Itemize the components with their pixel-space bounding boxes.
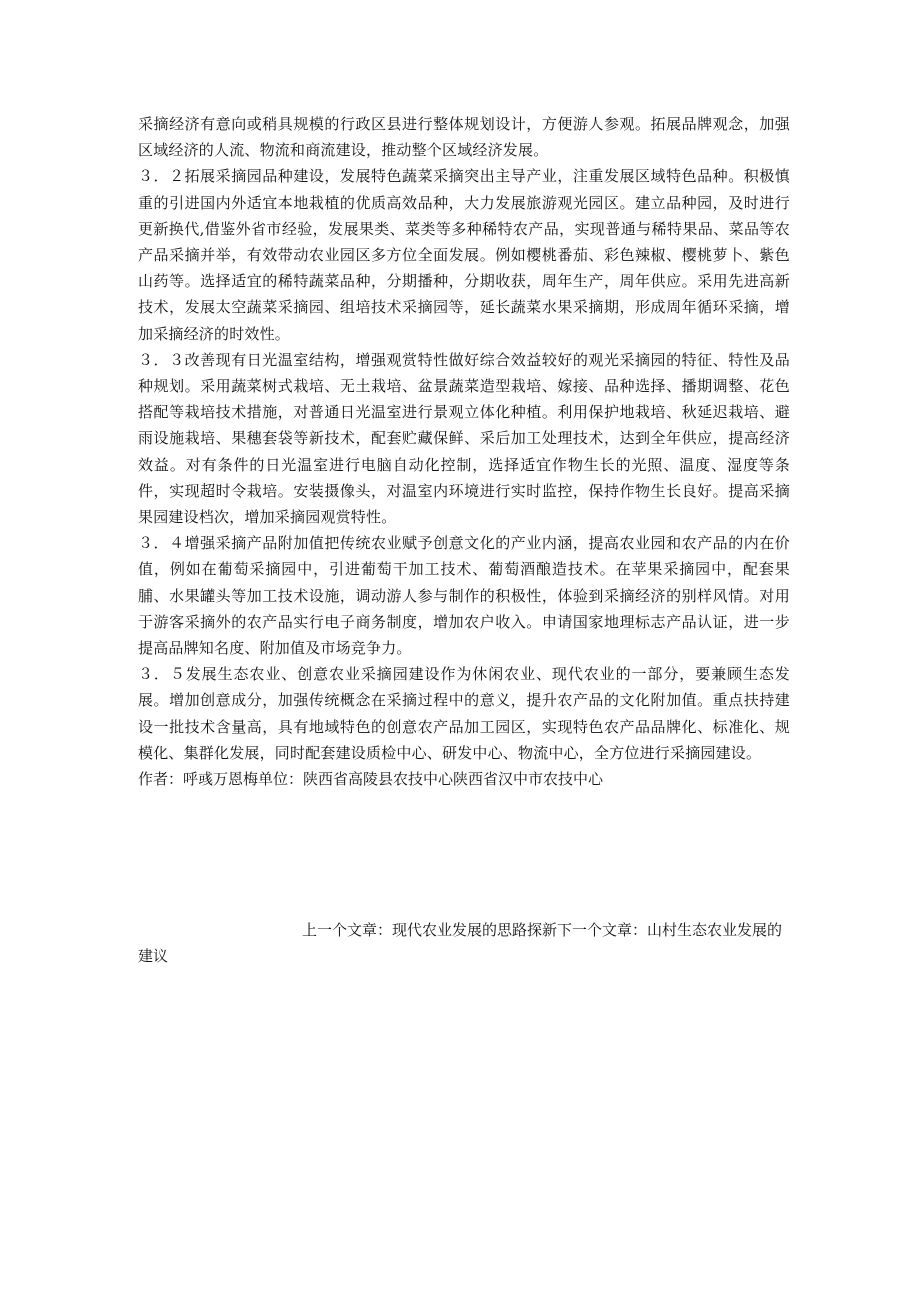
article-navigation xyxy=(138,917,790,969)
prev-article-link[interactable]: 现代农业发展的思路探新 xyxy=(392,921,558,939)
paragraph-3-2: ３．２拓展采摘园品种建设，发展特色蔬菜采摘突出主导产业，注重发展区域特色品种。积极慎重的引进国内外适宜本地栽植的优质高效品种，大力发展旅游观光园区。建立品种园，及时进行更新换代,借鉴外省市经验，发展果类、菜类等多种稀特农产品，实现普通与稀特果品、菜品等农产品采摘并举，有效带动农业园区多方位全面发展。例如樱桃番茄、彩色辣椒、樱桃萝卜、紫色山药等。选择适宜的稀特蔬菜品种，分期播种，分期收获，周年生产，周年供应。采用先进高新技术，发展太空蔬菜采摘园、组培技术采摘园等，延长蔬菜水果采摘期，形成周年循环采摘，增加采摘经济的时效性。 xyxy=(138,167,790,343)
author-line: 作者：呼彧万恩梅单位：陕西省高陵县农技中心陕西省汉中市农技中心 xyxy=(138,770,604,789)
paragraph-intro: 采摘经济有意向或稍具规模的行政区县进行整体规划设计，方便游人参观。拓展品牌观念，加强区域经济的人流、物流和商流建设，推动整个区域经济发展。 xyxy=(138,115,790,160)
paragraph-3-5: ３．５发展生态农业、创意农业采摘园建设作为休闲农业、现代农业的一部分，要兼顾生态发展。增加创意成分，加强传统概念在采摘过程中的意义，提升农产品的文化附加值。重点扶持建设一批技术含量高，具有地域特色的创意农产品加工园区，实现特色农产品品牌化、标准化、规模化、集群化发展，同时配套建设质检中心、研发中心、物流中心，全方位进行采摘园建设。 xyxy=(138,665,790,762)
paragraph-3-3: ３．３改善现有日光温室结构，增强观赏特性做好综合效益较好的观光采摘园的特征、特性及品种规划。采用蔬菜树式栽培、无土栽培、盆景蔬菜造型栽培、嫁接、品种选择、播期调整、花色搭配等栽培技术措施，对普通日光温室进行景观立体化种植。利用保护地栽培、秋延迟栽培、避雨设施栽培、果穗套袋等新技术，配套贮藏保鲜、采后加工处理技术，达到全年供应，提高经济效益。对有条件的日光温室进行电脑自动化控制，选择适宜作物生长的光照、温度、湿度等条件，实现超时令栽培。安装摄像头，对温室内环境进行实时监控，保持作物生长良好。提高采摘果园建设档次，增加采摘园观赏特性。 xyxy=(138,350,790,527)
prev-article-label: 上一个文章： xyxy=(302,921,393,939)
article-body xyxy=(138,111,790,792)
next-article-link[interactable]: 山村生态农业发展的建议 xyxy=(138,921,783,966)
next-article-label: 下一个文章： xyxy=(557,921,648,939)
paragraph-3-4: ３．４增强采摘产品附加值把传统农业赋予创意文化的产业内涵，提高农业园和农产品的内在价值，例如在葡萄采摘园中，引进葡萄干加工技术、葡萄酒酿造技术。在苹果采摘园中，配套果脯、水果罐头等加工技术设施，调动游人参与制作的积极性，体验到采摘经济的别样风情。对用于游客采摘外的农产品实行电子商务制度，增加农户收入。申请国家地理标志产品认证，进一步提高品牌知名度、附加值及市场竞争力。 xyxy=(138,534,790,658)
